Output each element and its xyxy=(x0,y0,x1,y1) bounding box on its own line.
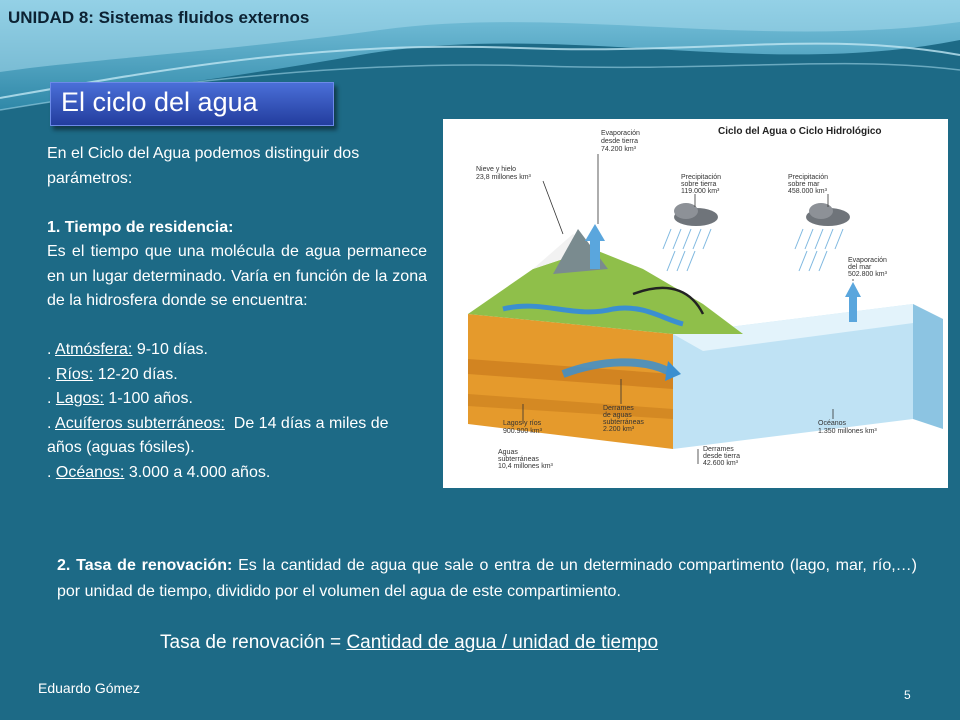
formula-rhs: Cantidad de agua / unidad de tiempo xyxy=(346,632,659,653)
residence-label: Acuíferos subterráneos: xyxy=(55,414,225,432)
param1-title: 1. Tiempo de residencia: xyxy=(47,218,234,236)
residence-label: Ríos: xyxy=(55,365,94,383)
residence-item: . Acuíferos subterráneos: De 14 días a miles de años (aguas fósiles). xyxy=(47,414,389,456)
label-precip-sea: sobre mar xyxy=(788,181,820,188)
page-number: 5 xyxy=(904,688,911,702)
label-precip-sea: Precipitación xyxy=(788,174,829,181)
label-precip-land: 119.000 km³ xyxy=(681,188,720,195)
label-lakes: Lagos y ríos xyxy=(503,420,542,427)
label-evap-land: Evaporación xyxy=(601,130,640,137)
slide-title: El ciclo del agua xyxy=(61,87,258,117)
label-groundwater-flow: 2.200 km³ xyxy=(603,426,635,433)
formula-prefix: Tasa de renovación = xyxy=(160,632,347,653)
label-groundwater-flow: subterráneas xyxy=(603,419,644,426)
residence-value: 9-10 días. xyxy=(136,341,208,358)
residence-item: . Océanos: 3.000 a 4.000 años. xyxy=(47,463,271,481)
intro-text: En el Ciclo del Agua podemos distinguir dos parámetros: xyxy=(47,145,360,187)
body-text xyxy=(47,142,427,485)
label-evap-sea: Evaporación xyxy=(848,257,887,264)
residence-value: 1-100 años. xyxy=(108,390,193,407)
param2-title: 2. Tasa de renovación: xyxy=(57,557,233,574)
label-evap-sea: del mar xyxy=(848,264,872,271)
residence-value: 3.000 a 4.000 años. xyxy=(128,463,271,481)
residence-label: Atmósfera: xyxy=(55,341,133,358)
label-evap-sea: 502.800 km³ xyxy=(848,271,887,278)
residence-item: . Lagos: 1-100 años. xyxy=(47,390,193,407)
label-precip-land: Precipitación xyxy=(681,174,722,181)
label-runoff: desde tierra xyxy=(703,453,740,460)
formula xyxy=(160,632,658,654)
water-cycle-diagram xyxy=(443,119,948,488)
param1-desc: Es el tiempo que una molécula de agua permanece en un lugar determinado. Varía en función de la zona de la hidrosfera donde se encuentra: xyxy=(47,243,427,309)
renewal-rate-text xyxy=(57,553,917,605)
label-groundwater-flow: Derrames xyxy=(603,405,634,412)
label-evap-land: desde tierra xyxy=(601,138,638,145)
label-groundwater: Aguas xyxy=(498,449,518,456)
slide-title-box xyxy=(50,82,334,126)
residence-item: . Atmósfera: 9-10 días. xyxy=(47,341,208,358)
label-runoff: 42.600 km³ xyxy=(703,460,739,467)
label-oceans: Océanos xyxy=(818,420,847,427)
label-groundwater: subterráneas xyxy=(498,456,539,463)
diagram-title: Ciclo del Agua o Ciclo Hidrológico xyxy=(718,126,882,137)
label-groundwater: 10,4 millones km³ xyxy=(498,463,553,470)
label-precip-sea: 458.000 km³ xyxy=(788,188,827,195)
label-snow: 23,8 millones km³ xyxy=(476,174,531,181)
residence-item: . Ríos: 12-20 días. xyxy=(47,365,178,383)
param2-desc: Es la cantidad de agua que sale o entra de un determinado compartimento (lago, mar, río,…) por unidad de tiempo, dividido por el volumen del agua de este compartimiento. xyxy=(57,557,917,600)
residence-value: 12-20 días. xyxy=(97,365,178,383)
residence-label: Océanos: xyxy=(55,463,125,481)
residence-label: Lagos: xyxy=(55,390,104,407)
unit-title: UNIDAD 8: Sistemas fluidos externos xyxy=(8,8,310,27)
label-snow: Nieve y hielo xyxy=(476,166,517,173)
footer-author: Eduardo Gómez xyxy=(38,680,140,696)
label-evap-land: 74.200 km³ xyxy=(601,146,637,153)
label-runoff: Derrames xyxy=(703,446,734,453)
label-groundwater-flow: de aguas xyxy=(603,412,632,419)
water-cycle-illustration xyxy=(443,119,948,488)
label-lakes: 900.900 km³ xyxy=(503,428,542,435)
label-precip-land: sobre tierra xyxy=(681,181,717,188)
label-oceans: 1.350 millones km³ xyxy=(818,428,877,435)
residence-value: De 14 días a miles de años (aguas fósiles). xyxy=(47,414,389,456)
